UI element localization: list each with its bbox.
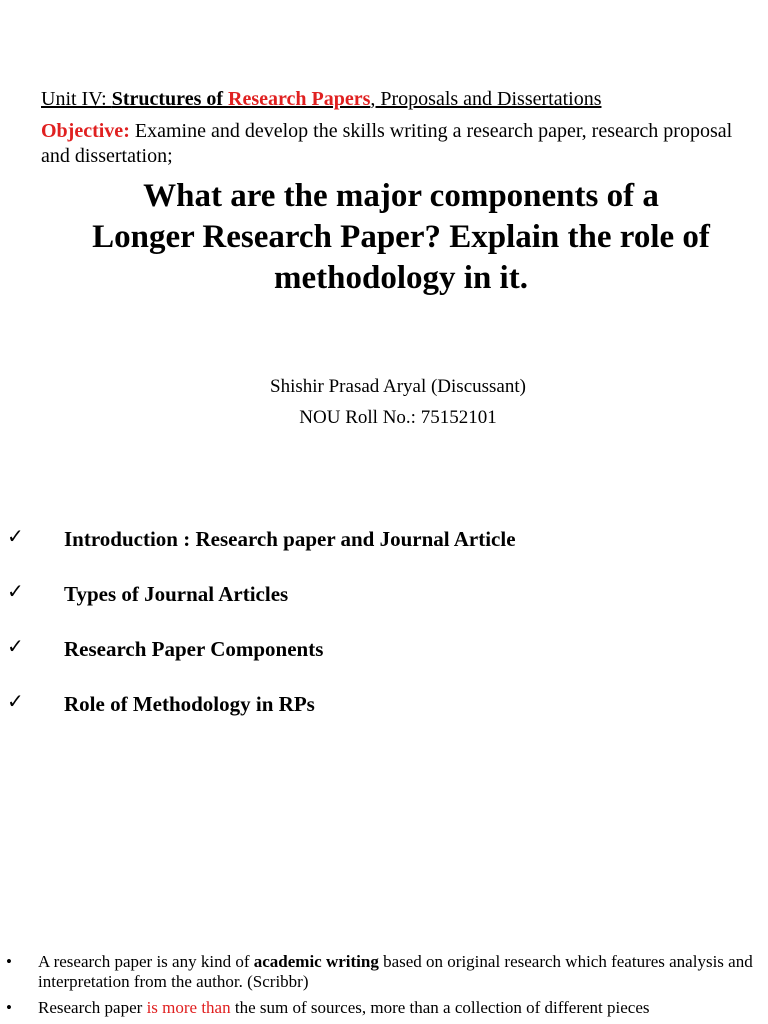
title-line-2: Longer Research Paper? Explain the role of <box>92 219 710 255</box>
bullet-text <box>38 952 766 992</box>
checkmark-icon: ✓ <box>7 691 24 713</box>
topic-label: Types of Journal Articles <box>64 582 289 606</box>
title-line-3: methodology in it. <box>274 260 528 296</box>
list-item <box>0 688 768 743</box>
list-item <box>0 998 768 1018</box>
unit-rest-label: , Proposals and Dissertations <box>370 88 602 110</box>
topic-label: Research Paper Components <box>64 637 324 661</box>
topic-checklist <box>0 523 768 743</box>
author-block <box>0 371 768 433</box>
bullet-emphasis-red: is more than <box>146 998 231 1017</box>
bullet-text <box>38 998 766 1018</box>
unit-heading <box>41 86 601 112</box>
topic-label: Role of Methodology in RPs <box>64 692 315 716</box>
bullet-text-part: the sum of sources, more than a collection of different pieces <box>230 998 650 1017</box>
checkmark-icon: ✓ <box>7 581 24 603</box>
definition-bullets <box>0 952 768 1024</box>
unit-prefix: Unit IV: <box>41 88 112 110</box>
list-item <box>0 633 768 688</box>
author-roll-number: NOU Roll No.: 75152101 <box>299 407 497 428</box>
author-name: Shishir Prasad Aryal (Discussant) <box>270 376 526 397</box>
bullet-emphasis: academic writing <box>253 952 379 971</box>
unit-structures-label: Structures of <box>111 88 229 110</box>
bullet-text-part: based on original research which features analysis and interpretation from the author. (Scribbr) <box>38 952 753 991</box>
bullet-text-part: Research paper <box>38 998 147 1017</box>
bullet-icon: • <box>6 998 12 1017</box>
checkmark-icon: ✓ <box>7 636 24 658</box>
title-line-1: What are the major components of a <box>143 178 659 214</box>
list-item <box>0 578 768 633</box>
objective-paragraph <box>41 119 741 169</box>
bullet-icon: • <box>6 952 12 971</box>
unit-research-papers-label: Research Papers <box>228 88 371 110</box>
list-item <box>0 952 768 992</box>
checkmark-icon: ✓ <box>7 526 24 548</box>
page-title <box>30 176 768 299</box>
objective-text: Examine and develop the skills writing a research paper, research proposal and dissertation; <box>41 120 733 167</box>
topic-label: Introduction : Research paper and Journal Article <box>64 527 516 551</box>
list-item <box>0 523 768 578</box>
bullet-text-part: A research paper is any kind of <box>38 952 254 971</box>
objective-label: Objective: <box>41 120 130 142</box>
